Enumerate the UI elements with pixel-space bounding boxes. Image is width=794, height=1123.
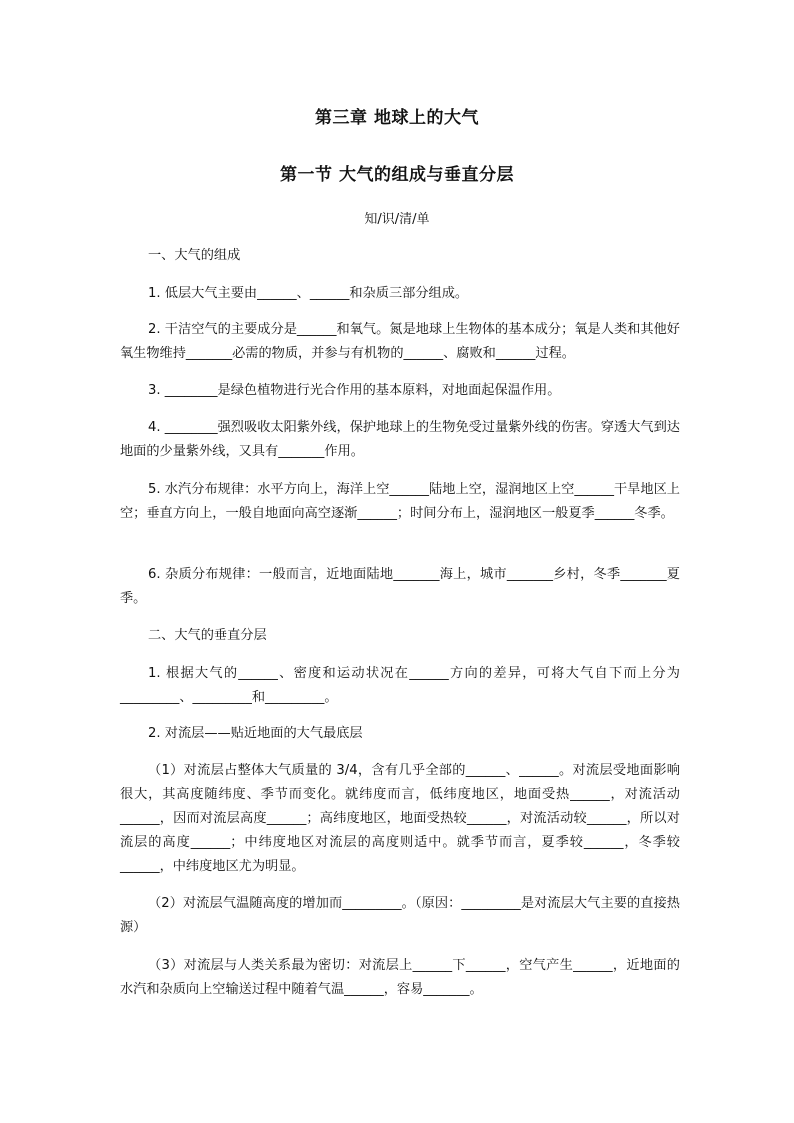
- question-2-2: 2. 对流层——贴近地面的大气最底层: [148, 726, 363, 741]
- section-title: 第一节 大气的组成与垂直分层: [280, 165, 514, 185]
- question-1-1: 1. 低层大气主要由______、______和杂质三部分组成。: [148, 286, 469, 301]
- chapter-title: 第三章 地球上的大气: [315, 108, 479, 128]
- question-1-2: 2. 干洁空气的主要成分是______和氧气。氮是地球上生物体的基本成分；氧是人类和其他好氧生物维持_______必需的物质，并参与有机物的______、腐败和______过程。: [120, 322, 680, 361]
- heading-atmosphere-composition: 一、大气的组成: [148, 248, 241, 263]
- knowledge-list-label: 知/识/清/单: [364, 212, 430, 227]
- question-1-6: 6. 杂质分布规律：一般而言，近地面陆地_______海上，城市_______乡村，冬季_______夏季。: [120, 567, 680, 606]
- question-2-1: 1. 根据大气的______、密度和运动状况在______方向的差异，可将大气自下而上分为_________、_________和_________。: [120, 666, 680, 705]
- question-1-3: 3. ________是绿色植物进行光合作用的基本原料，对地面起保温作用。: [148, 383, 561, 398]
- question-2-2-2: （2）对流层气温随高度的增加而_________。（原因：_________是对流层大气主要的直接热源）: [120, 896, 680, 935]
- question-1-4: 4. ________强烈吸收太阳紫外线，保护地球上的生物免受过量紫外线的伤害。穿透大气到达地面的少量紫外线，又具有_______作用。: [120, 420, 680, 459]
- heading-vertical-layers: 二、大气的垂直分层: [148, 628, 267, 643]
- question-2-2-1: （1）对流层占整体大气质量的 3/4，含有几乎全部的______、______。对流层受地面影响很大，其高度随纬度、季节而变化。就纬度而言，低纬度地区，地面受热______，对流活动______，因而对流层高度______；高纬度地区，地面受热较______，对流活动较______，所以对流层的高度______；中纬度地区对流层的高度则适中。就季节而言，夏季较______，冬季较______，中纬度地区尤为明显。: [120, 763, 680, 874]
- question-1-5: 5. 水汽分布规律：水平方向上，海洋上空______陆地上空，湿润地区上空______干旱地区上空；垂直方向上，一般自地面向高空逐渐______；时间分布上，湿润地区一般夏季______冬季。: [120, 482, 680, 521]
- question-2-2-3: （3）对流层与人类关系最为密切：对流层上______下______，空气产生______，近地面的水汽和杂质向上空输送过程中随着气温______，容易_______。: [120, 958, 680, 997]
